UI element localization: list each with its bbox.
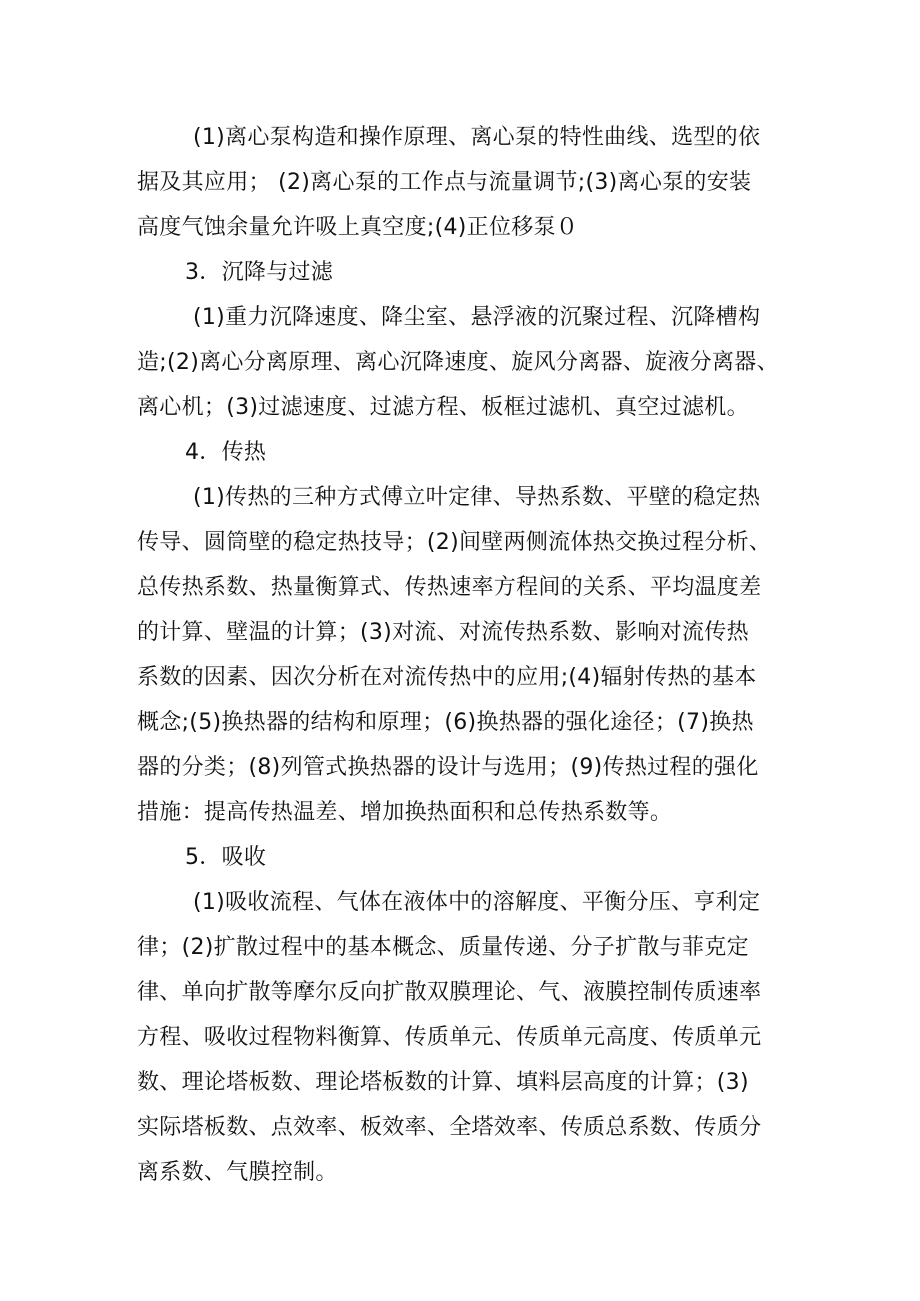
section-5-line-6: 实际塔板数、点效率、板效率、全塔效率、传质总系数、传质分: [137, 1115, 762, 1140]
section-5-line-3: 律、单向扩散等摩尔反向扩散双膜理论、气、液膜控制传质速率: [137, 980, 762, 1005]
section-5-line-2: 律；(2)扩散过程中的基本概念、质量传递、分子扩散与菲克定: [137, 935, 749, 960]
section-4-line-6: 概念;(5)换热器的结构和原理；(6)换热器的强化途径；(7)换热: [137, 710, 754, 735]
section-4-line-1: (1)传热的三种方式傅立叶定律、导热系数、平壁的稳定热: [193, 485, 761, 510]
section-5-line-1: (1)吸收流程、气体在液体中的溶解度、平衡分压、亨利定: [193, 890, 761, 915]
section-4-line-8: 措施：提高传热温差、增加换热面积和总传热系数等。: [137, 800, 673, 825]
section-3-line-2: 造;(2)离心分离原理、离心沉降速度、旋风分离器、旋液分离器、: [137, 350, 779, 375]
section-4-heading: 4．传热: [185, 440, 267, 465]
section-5-line-5: 数、理论塔板数、理论塔板数的计算、填料层高度的计算；(3): [137, 1070, 749, 1095]
section-4-line-3: 总传热系数、热量衡算式、传热速率方程间的关系、平均温度差: [137, 575, 762, 600]
pump-paragraph-line-3: 高度气蚀余量允许吸上真空度;(4)正位移泵０: [137, 215, 579, 240]
section-3-heading: 3．沉降与过滤: [185, 260, 334, 285]
pump-paragraph-line-2: 据及其应用； (2)离心泵的工作点与流量调节;(3)离心泵的安装: [137, 170, 752, 195]
section-3-line-3: 离心机；(3)过滤速度、过滤方程、板框过滤机、真空过滤机。: [137, 395, 749, 420]
section-5-line-4: 方程、吸收过程物料衡算、传质单元、传质单元高度、传质单元: [137, 1025, 762, 1050]
section-3-line-1: (1)重力沉降速度、降尘室、悬浮液的沉聚过程、沉降槽构: [193, 305, 761, 330]
pump-paragraph-line-1: (1)离心泵构造和操作原理、离心泵的特性曲线、选型的依: [193, 125, 761, 150]
section-4-line-5: 系数的因素、因次分析在对流传热中的应用;(4)辐射传热的基本: [137, 665, 757, 690]
section-4-line-7: 器的分类；(8)列管式换热器的设计与选用；(9)传热过程的强化: [137, 755, 759, 780]
section-4-line-2: 传导、圆筒壁的稳定热技导；(2)间壁两侧流体热交换过程分析、: [137, 530, 772, 555]
section-5-heading: 5．吸收: [185, 845, 267, 870]
section-4-line-4: 的计算、壁温的计算；(3)对流、对流传热系数、影响对流传热: [137, 620, 749, 645]
section-5-line-7: 离系数、气膜控制。: [137, 1160, 338, 1185]
